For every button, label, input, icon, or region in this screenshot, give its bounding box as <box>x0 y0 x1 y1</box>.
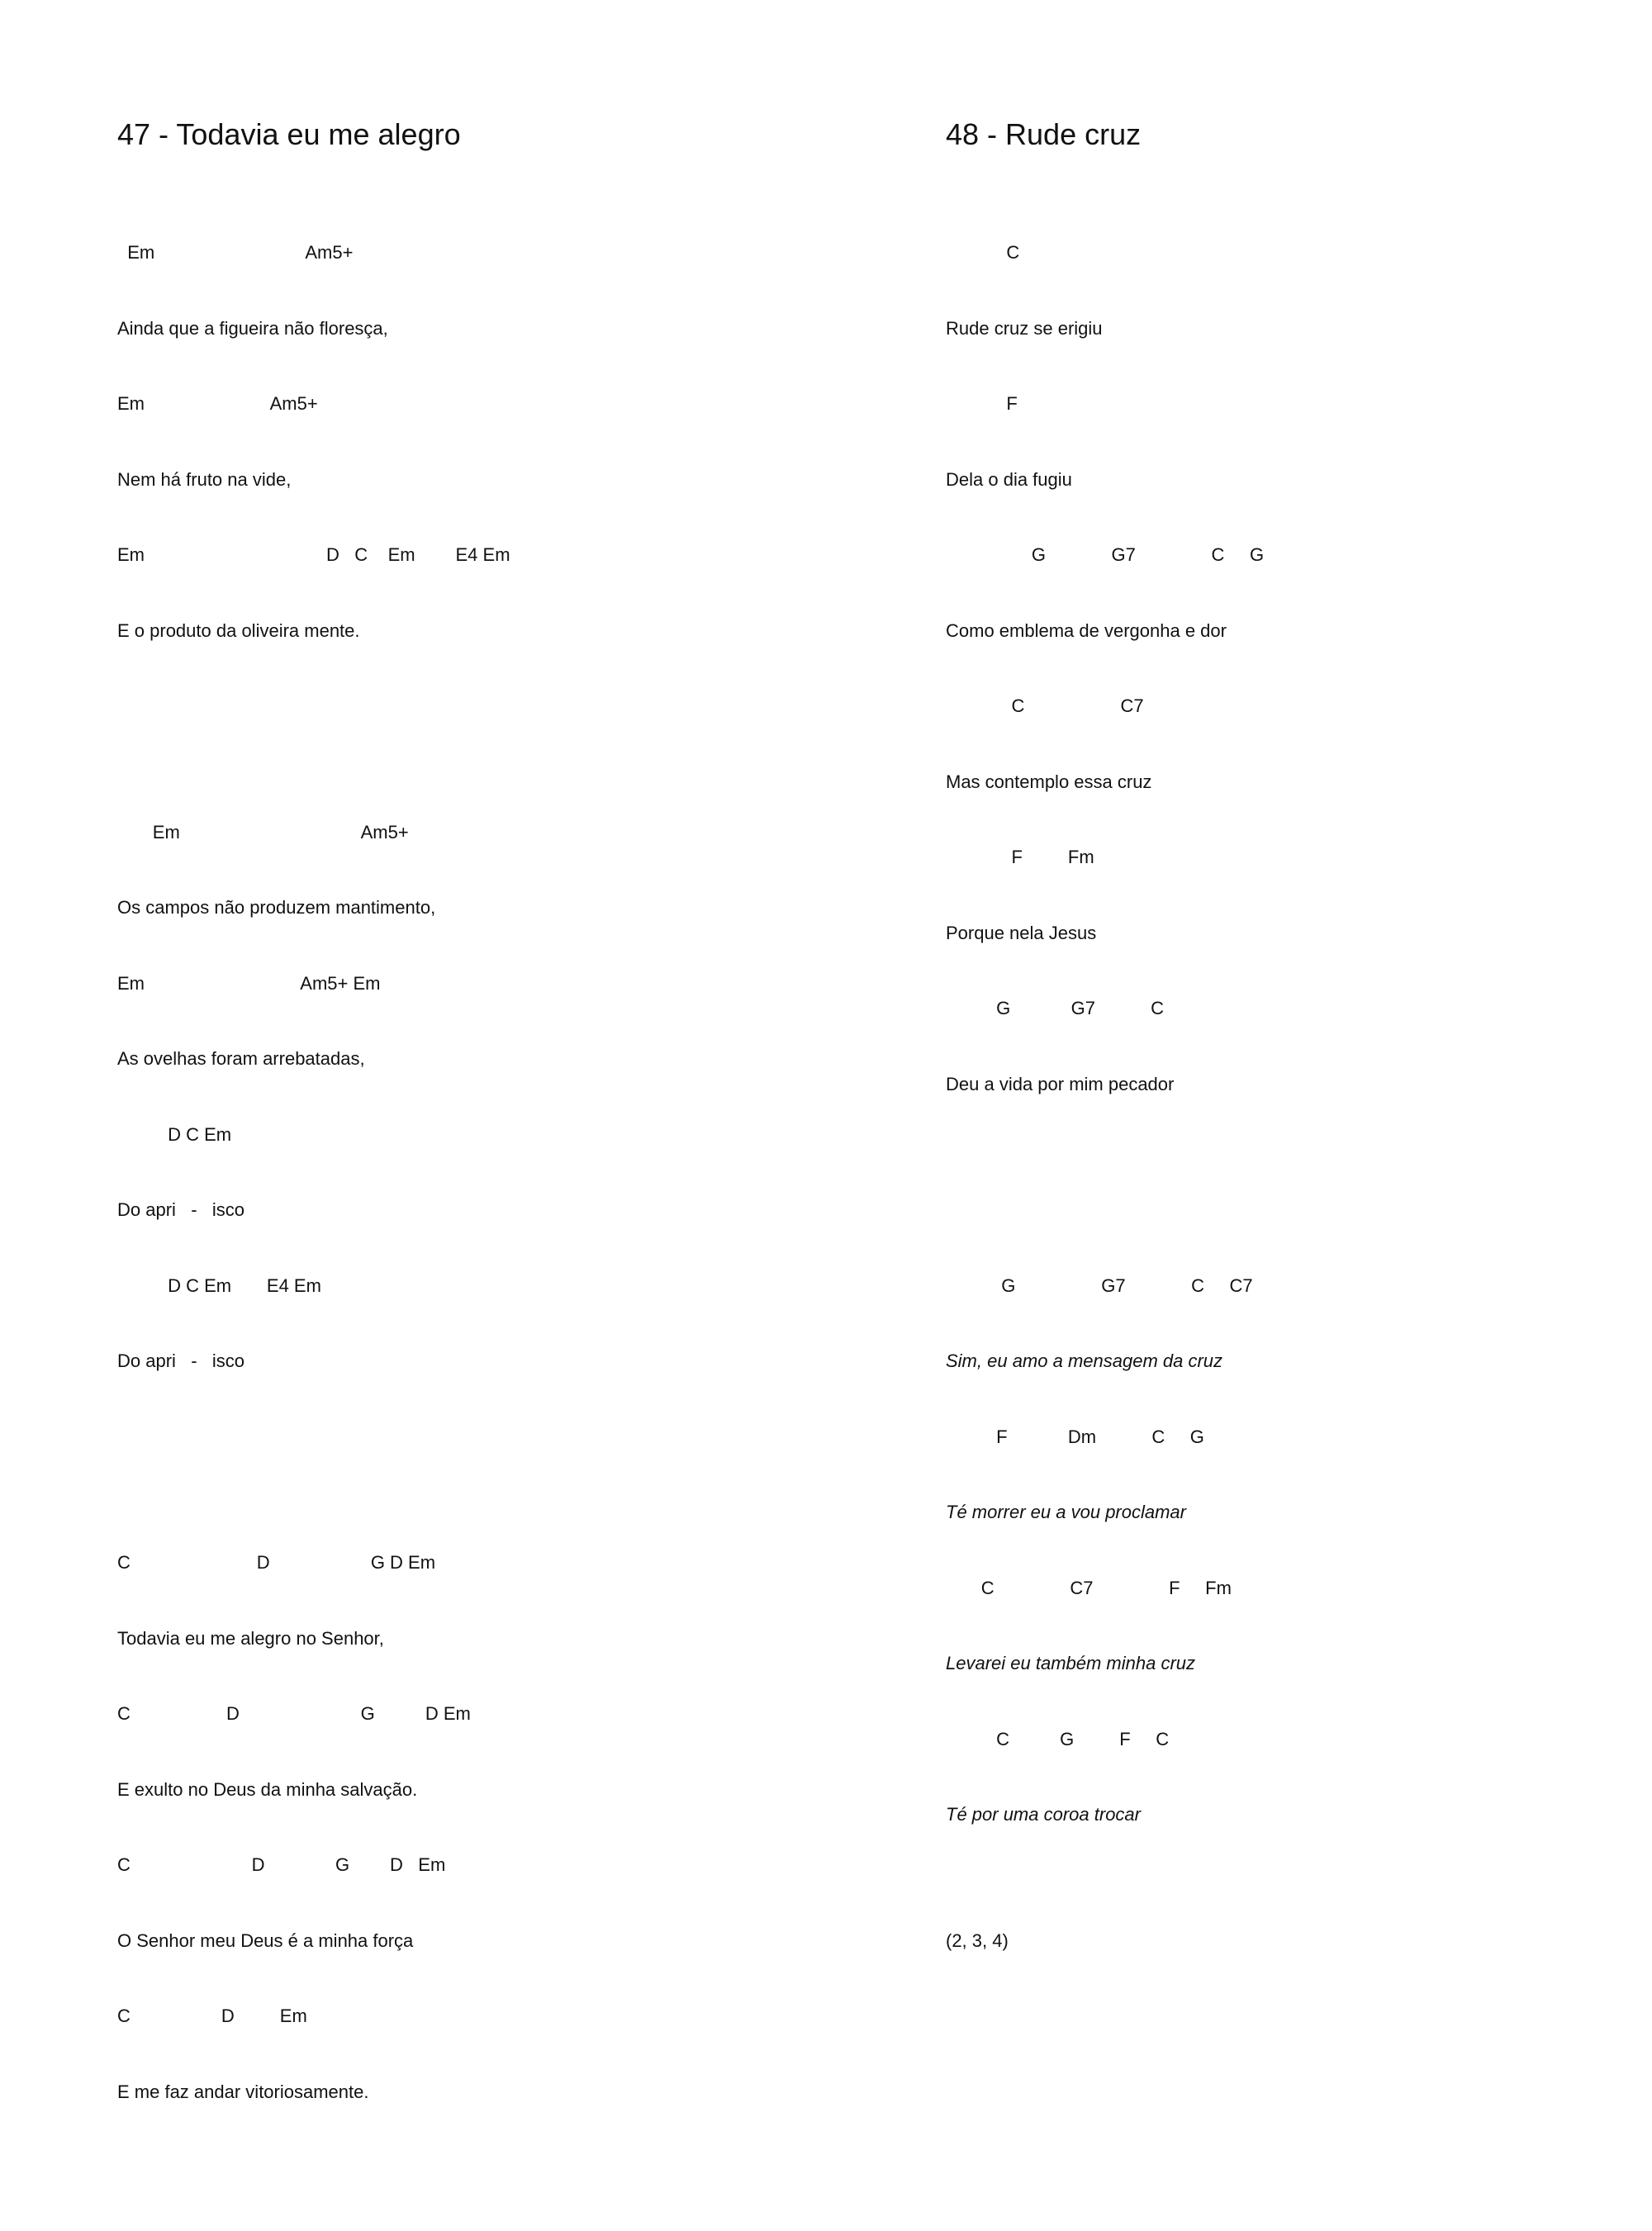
chord-line: C C7 <box>946 695 1144 716</box>
lyric-line: Porque nela Jesus <box>946 922 1097 943</box>
lyric-line: Levarei eu também minha cruz <box>946 1653 1196 1673</box>
lyric-line: Nem há fruto na vide, <box>117 468 292 490</box>
chord-line: D C Em E4 Em <box>117 1275 321 1296</box>
song-verses <box>117 190 861 2155</box>
chord-line: G G7 C <box>946 998 1165 1018</box>
lyric-line: Té por uma coroa trocar <box>946 1804 1141 1825</box>
verse-2 <box>117 770 861 1425</box>
song-47 <box>117 114 861 2231</box>
repeat-note: (2, 3, 4) <box>946 1930 1009 1951</box>
chord-line: F <box>946 393 1018 414</box>
lyric-line: E me faz andar vitoriosamente. <box>117 2081 369 2102</box>
lyric-line: Do apri - isco <box>117 1350 245 1371</box>
lyric-line: Deu a vida por mim pecador <box>946 1073 1175 1094</box>
chord-line: Em D C Em E4 Em <box>117 544 510 565</box>
lyric-line: Mas contemplo essa cruz <box>946 771 1152 792</box>
lyric-line: Sim, eu amo a mensagem da cruz <box>946 1350 1223 1371</box>
chord-line: C <box>946 242 1020 263</box>
lyric-line: Todavia eu me alegro no Senhor, <box>117 1627 384 1649</box>
lyric-line: Ainda que a figueira não floresça, <box>117 317 388 339</box>
lyric-line: Té morrer eu a vou proclamar <box>946 1502 1186 1522</box>
chord-line: C G F C <box>946 1728 1170 1749</box>
chord-line: C D G D Em <box>117 1703 471 1724</box>
chord-line: C D G D Em <box>117 1552 436 1573</box>
chord-line: C D G D Em <box>117 1854 446 1875</box>
song-48 <box>946 114 1623 1953</box>
lyric-line: E o produto da oliveira mente. <box>117 619 360 641</box>
chord-line: G G7 C G <box>946 544 1265 565</box>
verse-3-chorus <box>117 1500 861 2155</box>
lyric-line: Como emblema de vergonha e dor <box>946 619 1227 641</box>
verse-1 <box>117 190 861 694</box>
chord-line: C D Em <box>117 2006 307 2026</box>
song-verses <box>946 190 1623 1953</box>
verse-2-chorus <box>946 1223 1623 1878</box>
chord-line: Em Am5+ Em <box>117 972 381 994</box>
chord-line: Em Am5+ <box>117 242 354 263</box>
lyric-line: Do apri - isco <box>117 1199 245 1220</box>
chord-line: C C7 F Fm <box>946 1577 1232 1598</box>
chord-line: Em Am5+ <box>117 821 409 843</box>
chord-line: G G7 C C7 <box>946 1275 1253 1296</box>
lyric-line: As ovelhas foram arrebatadas, <box>117 1048 365 1069</box>
song-title: 48 - Rude cruz <box>946 117 1142 151</box>
lyric-line: E exulto no Deus da minha salvação. <box>117 1778 418 1800</box>
lyric-line: Dela o dia fugiu <box>946 468 1072 490</box>
chord-line: F Fm <box>946 847 1094 867</box>
lyric-line: O Senhor meu Deus é a minha força <box>117 1930 414 1951</box>
chord-line: F Dm C G <box>946 1426 1204 1447</box>
chord-line: Em Am5+ <box>117 393 318 414</box>
verse-1 <box>946 190 1623 1147</box>
song-title: 47 - Todavia eu me alegro <box>117 117 461 151</box>
lyric-line: Rude cruz se erigiu <box>946 317 1103 339</box>
chord-line: D C Em <box>117 1123 232 1145</box>
lyric-line: Os campos não produzem mantimento, <box>117 897 436 918</box>
